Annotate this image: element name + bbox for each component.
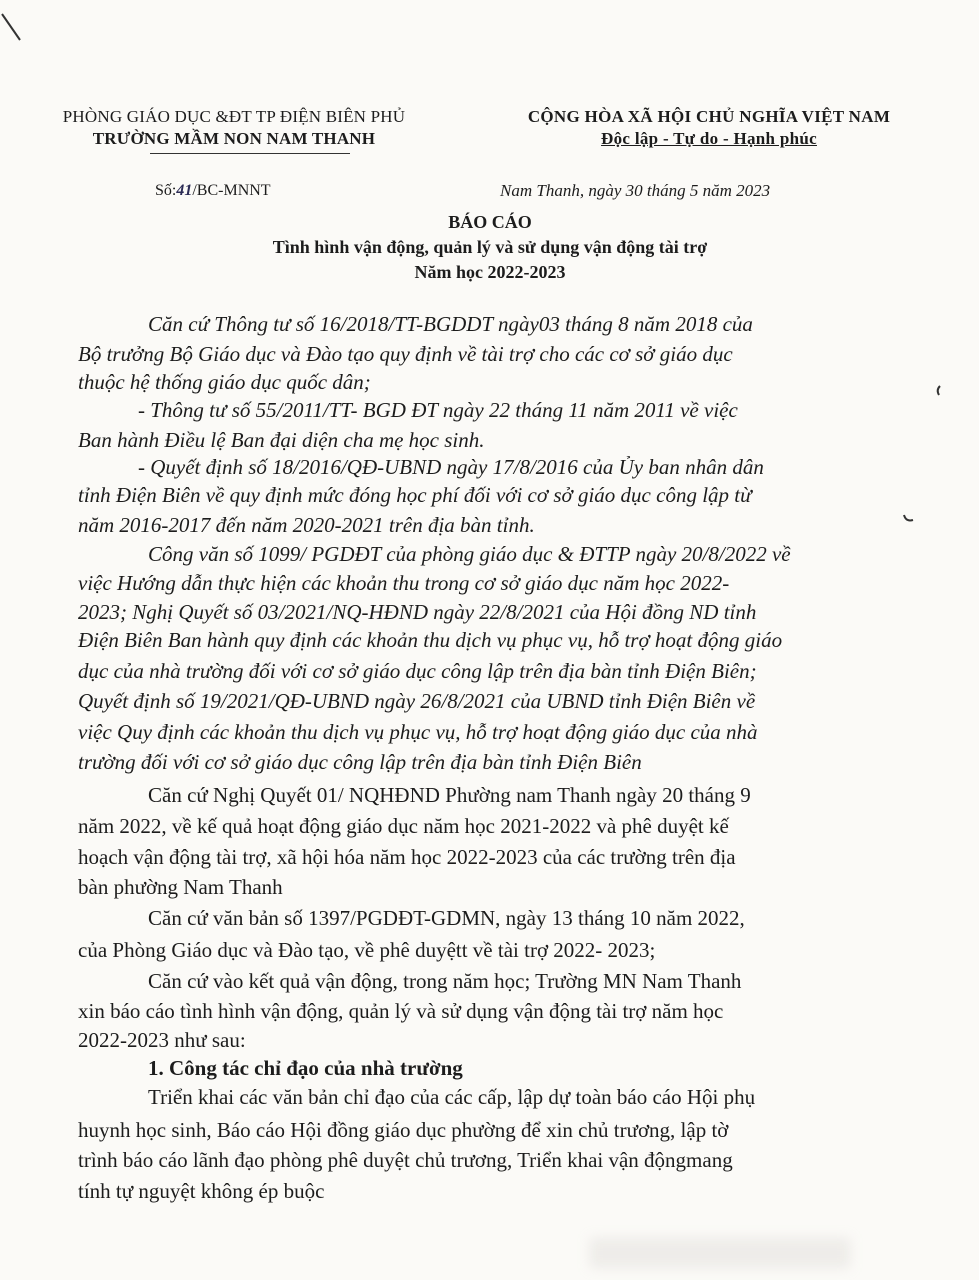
bleed-through-smudge [590,1238,850,1268]
body-line: 2022-2023 như sau: [78,1028,246,1052]
doc-number-prefix: Số: [155,182,177,199]
body-line: thuộc hệ thống giáo dục quốc dân; [78,370,371,394]
stray-mark [902,513,916,525]
department-name: PHÒNG GIÁO DỤC &ĐT TP ĐIỆN BIÊN PHỦ [62,107,406,126]
body-line: năm 2022, về kế quả hoạt động giáo dục năm học 2021-2022 và phê duyệt kế [78,814,729,838]
body-line: xin báo cáo tình hình vận động, quản lý và sử dụng vận động tài trợ năm học [78,999,724,1023]
body-line: Căn cứ vào kết quả vận động, trong năm học; Trường MN Nam Thanh [148,969,742,993]
body-line: tính tự nguyệt không ép buộc [78,1179,325,1203]
body-line: việc Hướng dẫn thực hiện các khoản thu trong cơ sở giáo dục năm học 2022- [78,571,730,595]
body-line: Căn cứ Thông tư số 16/2018/TT-BGDDT ngày03 tháng 8 năm 2018 của [148,312,753,336]
body-line: - Quyết định số 18/2016/QĐ-UBND ngày 17/8/2016 của Ủy ban nhân dân [138,455,764,479]
body-line: hoạch vận động tài trợ, xã hội hóa năm học 2022-2023 của các trường trên địa [78,845,736,869]
body-line: Triển khai các văn bản chỉ đạo của các cấp, lập dự toàn báo cáo Hội phụ [148,1085,756,1109]
body-line: Quyết định số 19/2021/QĐ-UBND ngày 26/8/2021 của UBND tỉnh Điện Biên về [78,689,756,713]
body-line: Bộ trưởng Bộ Giáo dục và Đào tạo quy định về tài trợ cho các cơ sở giáo dục [78,342,733,366]
title-line-1: BÁO CÁO [448,212,532,232]
report-title [120,210,860,285]
national-title: CỘNG HÒA XÃ HỘI CHỦ NGHĨA VIỆT NAM [527,107,891,126]
stray-mark [934,384,944,398]
corner-pen-mark [0,0,40,50]
body-line: năm 2016-2017 đến năm 2020-2021 trên địa bàn tỉnh. [78,513,535,537]
doc-number-handwritten: 41 [176,182,193,199]
body-line: việc Quy định các khoản thu dịch vụ phục vụ, hỗ trợ hoạt động giáo dục của nhà [78,720,758,744]
national-header [498,106,920,150]
body-line: Công văn số 1099/ PGDĐT của phòng giáo dục & ĐTTP ngày 20/8/2022 về [148,542,791,566]
date-line: Nam Thanh, ngày 30 tháng 5 năm 2023 [500,181,771,200]
agency-header [24,106,444,150]
body-line: tỉnh Điện Biên về quy định mức đóng học phí đối với cơ sở giáo dục công lập từ [78,483,752,507]
school-name: TRƯỜNG MẦM NON NAM THANH [92,129,376,148]
body-line: bàn phường Nam Thanh [78,875,283,899]
national-motto: Độc lập - Tự do - Hạnh phúc [601,129,817,148]
body-line: Ban hành Điều lệ Ban đại diện cha mẹ học sinh. [78,428,485,452]
body-line: huynh học sinh, Báo cáo Hội đồng giáo dục phường để xin chủ trương, lập tờ [78,1118,729,1142]
title-line-3: Năm học 2022-2023 [414,262,566,282]
body-line: Căn cứ Nghị Quyết 01/ NQHĐND Phường nam Thanh ngày 20 tháng 9 [148,783,751,807]
body-line: dục của nhà trường đối với cơ sở giáo dục công lập trên địa bàn tỉnh Điện Biên; [78,659,757,683]
body-line: của Phòng Giáo dục và Đào tạo, về phê duyệtt về tài trợ 2022- 2023; [78,938,656,962]
body-line: 2023; Nghị Quyết số 03/2021/NQ-HĐND ngày 22/8/2021 của Hội đồng ND tỉnh [78,600,757,624]
body-line: Căn cứ văn bản số 1397/PGDĐT-GDMN, ngày 13 tháng 10 năm 2022, [148,906,745,930]
document-number [155,182,271,200]
title-line-2: Tình hình vận động, quản lý và sử dụng vận động tài trợ [272,237,708,257]
body-line: Điện Biên Ban hành quy định các khoản thu dịch vụ phục vụ, hỗ trợ hoạt động giáo [78,628,783,652]
section-heading: 1. Công tác chỉ đạo của nhà trường [148,1056,463,1080]
body-line: trường đối với cơ sở giáo dục công lập trên địa bàn tỉnh Điện Biên [78,750,642,774]
header-underline [150,153,350,154]
body-line: trình báo cáo lãnh đạo phòng phê duyệt chủ trương, Triển khai vận độngmang [78,1148,733,1172]
body-line: - Thông tư số 55/2011/TT- BGD ĐT ngày 22 tháng 11 năm 2011 về việc [138,398,738,422]
doc-number-suffix: /BC-MNNT [192,182,271,199]
